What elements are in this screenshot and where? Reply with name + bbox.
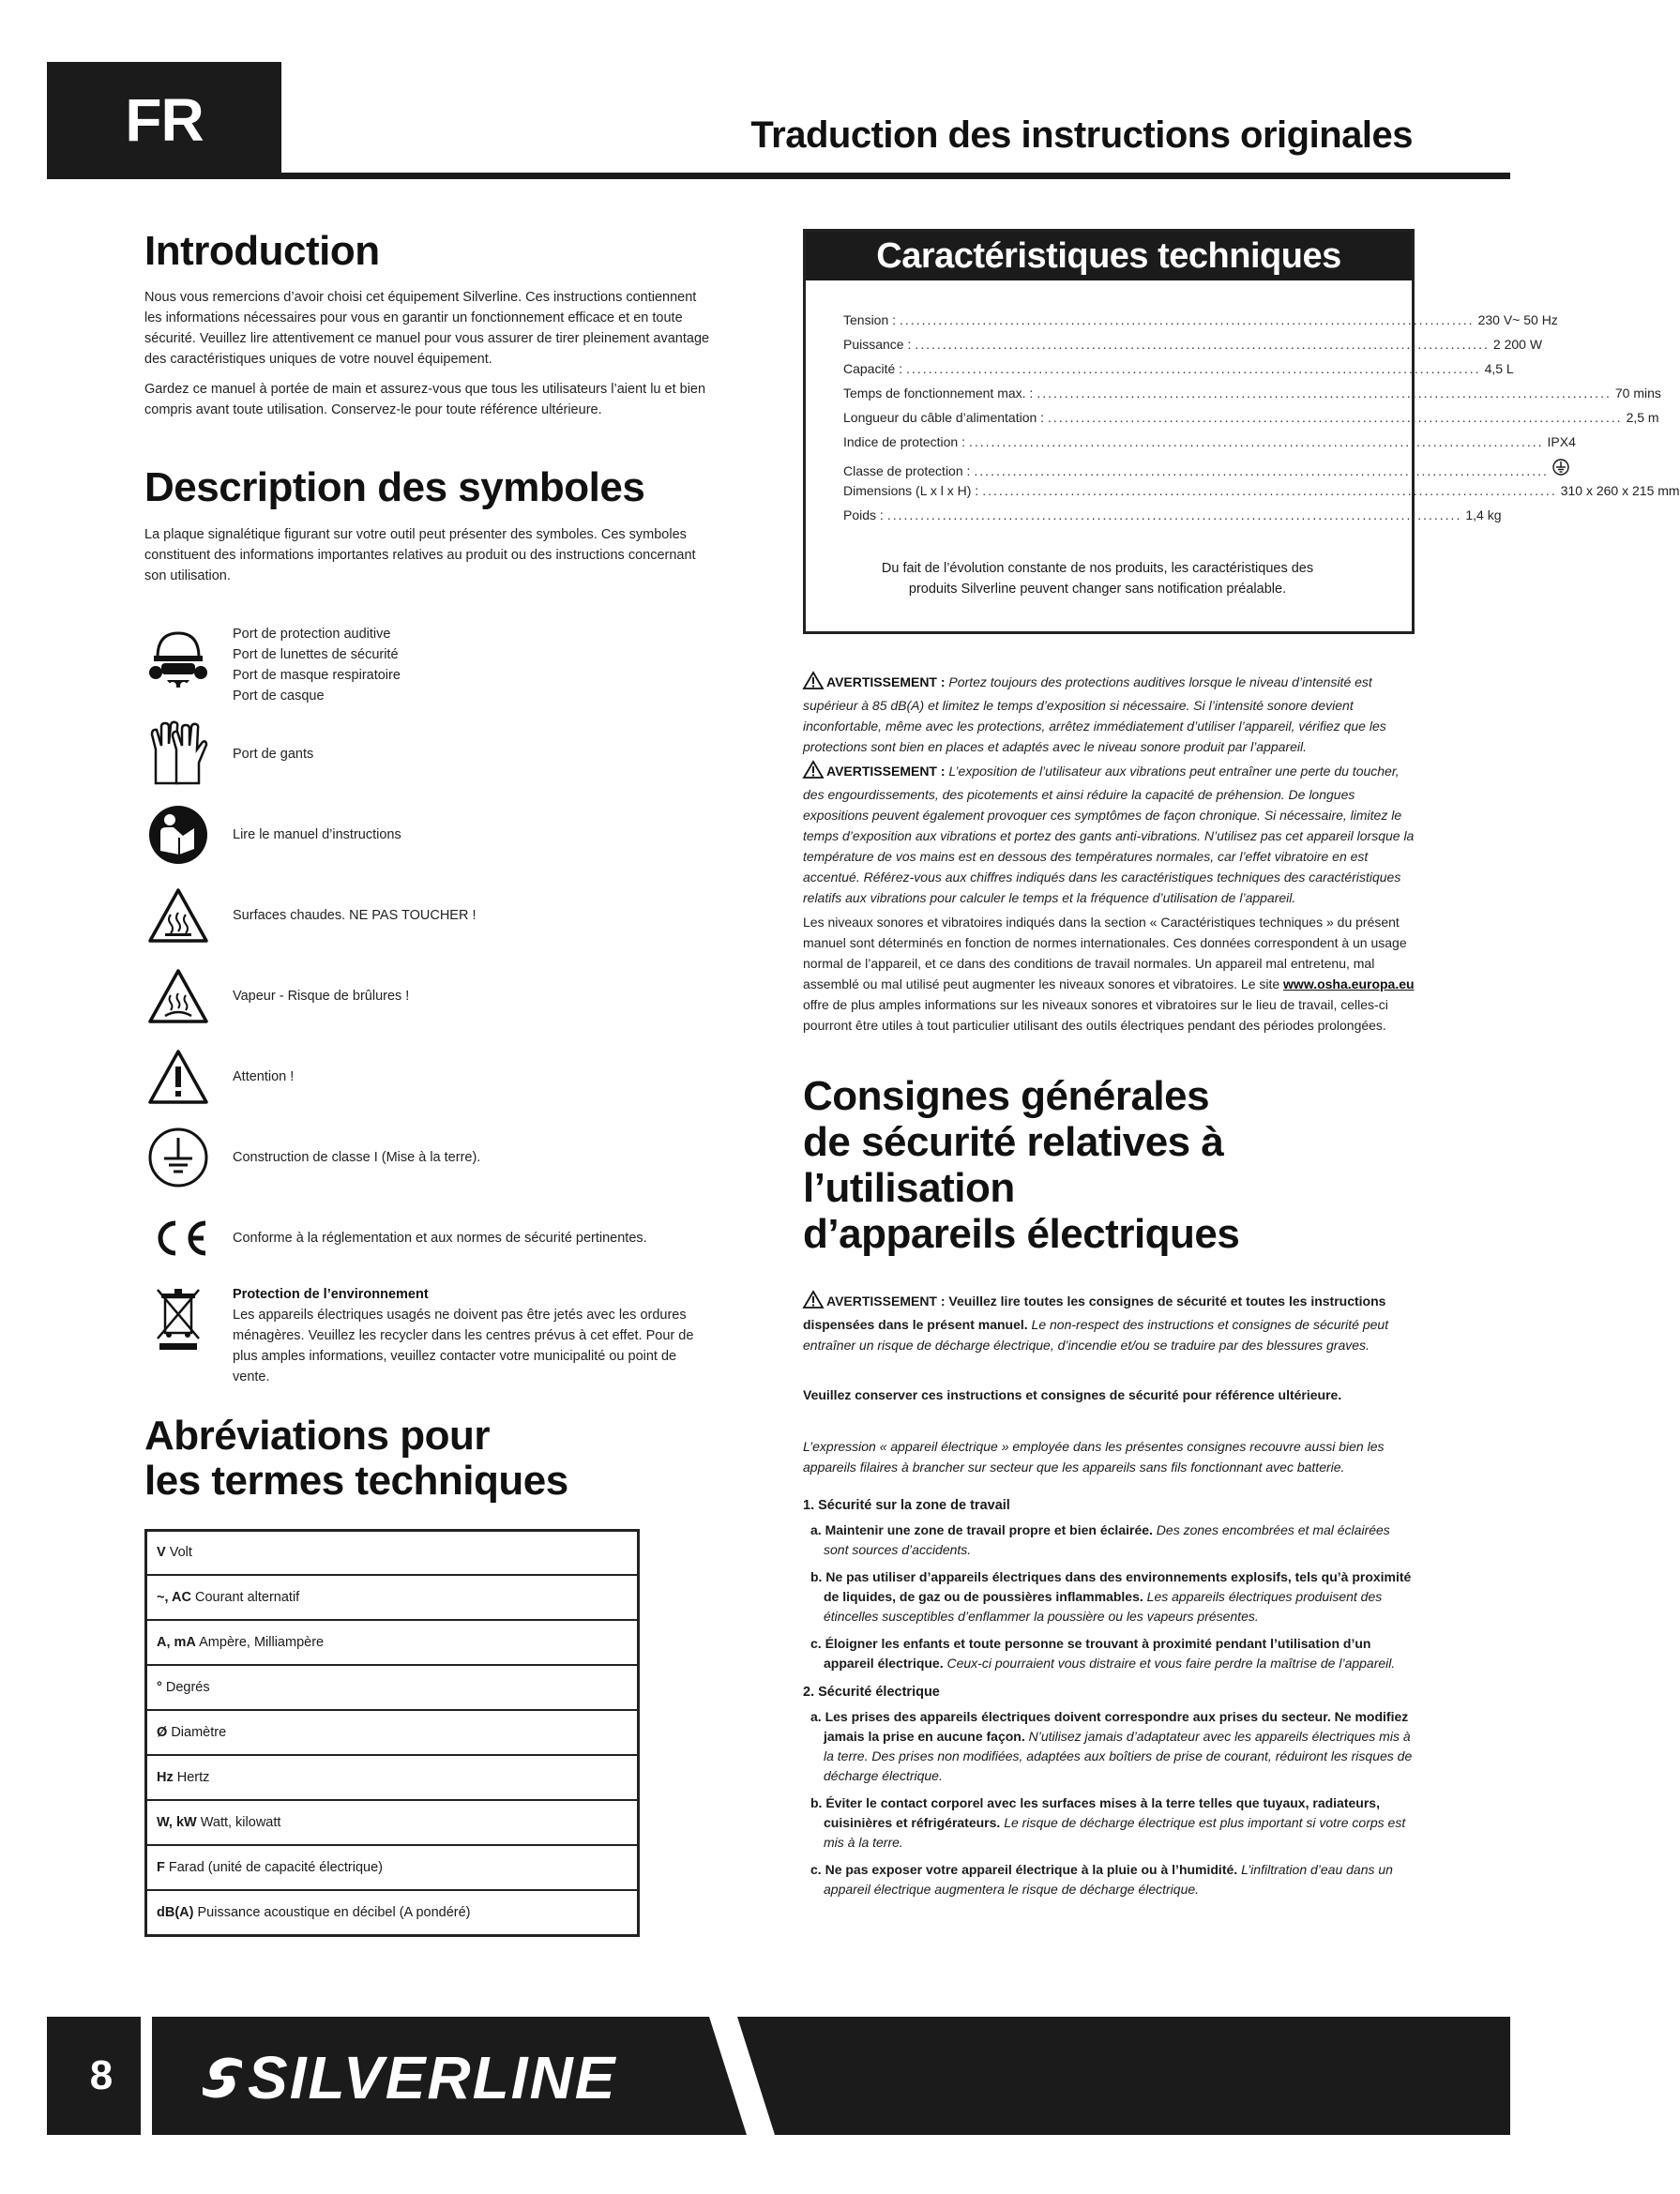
item-italic: Le risque de décharge électrique est plus important si votre corps est mis à la terre.: [824, 1815, 1406, 1850]
abbreviations-title: [144, 1414, 717, 1505]
spec-label: Dimensions (L x l x H) :: [843, 483, 979, 498]
symbol-row: [144, 875, 717, 956]
safety-title-line-1: Consignes générales: [803, 1073, 1210, 1119]
symbol-row: [144, 1036, 717, 1117]
symbols-title: Description des symboles: [144, 464, 645, 511]
warnings-block: [803, 672, 1415, 1036]
abbr-desc: Hertz: [176, 1770, 210, 1786]
spec-row: Capacité : ........................................................................................................ 4,5 L: [843, 361, 1514, 376]
abbr-desc: Farad (unité de capacité électrique): [168, 1860, 383, 1876]
right-column: [803, 229, 1680, 1899]
spec-value: 230 V~ 50 Hz: [1477, 312, 1558, 327]
list-item: [803, 1567, 1415, 1627]
list-item: [803, 1707, 1415, 1786]
item-letter: a.: [810, 1522, 822, 1537]
spec-row: Classe de protection : ........................................................................................................: [843, 459, 1352, 483]
abbr-desc: Degrés: [165, 1680, 210, 1696]
spec-label: Indice de protection :: [843, 434, 965, 449]
symbol-line: Vapeur - Risque de brûlures !: [233, 988, 410, 1004]
symbol-text: [233, 744, 313, 764]
symbol-line: Port de lunettes de sécurité: [233, 646, 399, 662]
spec-value: 310 x 260 x 215 mm: [1560, 483, 1680, 498]
table-row: [146, 1620, 639, 1665]
symbol-text: [233, 1284, 717, 1387]
attention-icon: [144, 1043, 212, 1111]
item-bold: Éviter le contact corporel avec les surfaces mises à la terre telles que tuyaux, radiateurs, cuisinières et réfrigérateurs.: [824, 1795, 1380, 1830]
section-heading: 1. Sécurité sur la zone de travail: [803, 1498, 1010, 1513]
brand-logo: [197, 2035, 616, 2120]
spec-row: Dimensions (L x l x H) : ........................................................................................................ 310 x 260 x 215 mm: [843, 483, 1680, 498]
spec-label: Temps de fonctionnement max. :: [843, 386, 1034, 401]
symbol-line: Surfaces chaudes. NE PAS TOUCHER !: [233, 907, 477, 923]
list-item: [803, 1793, 1415, 1853]
item-bold: Les prises des appareils électriques doivent correspondre aux prises du secteur. Ne modifiez jamais la prise en aucune façon.: [824, 1709, 1409, 1744]
symbol-row: [144, 794, 717, 875]
item-bold: Éloigner les enfants et toute personne se trouvant à proximité pendant l’utilisation d’un appareil électrique.: [824, 1636, 1371, 1671]
spec-label: Classe de protection :: [843, 463, 971, 478]
left-column: [144, 229, 717, 1937]
language-code: FR: [125, 86, 204, 154]
spec-value: IPX4: [1547, 434, 1576, 449]
safety-title: [803, 1073, 1415, 1257]
table-row: [146, 1530, 639, 1575]
spec-label: Puissance :: [843, 337, 912, 352]
list-item: [803, 1521, 1415, 1560]
item-bold: Maintenir une zone de travail propre et bien éclairée.: [825, 1522, 1153, 1537]
safety-warning-bold: AVERTISSEMENT : Veuillez lire toutes les consignes de sécurité et toutes les instructions dispensées dans le présent manuel.: [803, 1294, 1386, 1332]
abbr-key: V: [157, 1545, 166, 1561]
item-letter: a.: [810, 1709, 822, 1724]
abbr-desc: Puissance acoustique en décibel (A pondéré): [197, 1904, 471, 1920]
spec-row: Temps de fonctionnement max. : ........................................................................................................ 70 mins: [843, 386, 1661, 401]
item-letter: b.: [810, 1795, 823, 1810]
safety-section-1: [803, 1498, 1415, 1673]
symbol-line: Port de masque respiratoire: [233, 667, 401, 683]
spec-value: 70 mins: [1614, 386, 1661, 401]
expression-note: L’expression « appareil électrique » employée dans les présentes consignes recouvre aussi bien les appareils filaires à brancher sur secteur que les appareils sans fils fonctionnant avec batterie.: [803, 1439, 1385, 1475]
warning-label: AVERTISSEMENT :: [826, 674, 946, 689]
item-bold: Ne pas utiliser d’appareils électriques dans des environnements explosifs, tels qu’à proximité de liquides, de gaz ou de poussières inflammables.: [824, 1569, 1412, 1604]
keep-instructions-note: Veuillez conserver ces instructions et consignes de sécurité pour référence ultérieure.: [803, 1387, 1342, 1402]
specifications-note: Du fait de l’évolution constante de nos produits, les caractéristiques des produits Silverline peuvent changer sans notification préalable.: [881, 561, 1314, 597]
environment-title: Protection de l’environnement: [233, 1286, 429, 1302]
safety-warning: [803, 1291, 1415, 1355]
spec-label: Tension :: [843, 312, 897, 327]
symbol-line: Conforme à la réglementation et aux normes de sécurité pertinentes.: [233, 1230, 647, 1246]
read-manual-icon: [144, 801, 212, 869]
abbr-key: Ø: [157, 1725, 168, 1741]
symbol-text: [233, 1067, 294, 1087]
spec-value: 1,4 kg: [1465, 507, 1502, 522]
abbr-desc: Diamètre: [171, 1725, 227, 1741]
spec-value: 4,5 L: [1484, 361, 1514, 376]
symbol-text: [233, 1228, 647, 1248]
abbr-key: Hz: [157, 1770, 174, 1786]
symbol-line: Port de protection auditive: [233, 626, 391, 642]
item-italic: Des zones encombrées et mal éclairées sont sources d’accidents.: [824, 1522, 1390, 1557]
safety-warning-italic: Le non-respect des instructions et consignes de sécurité peut entraîner un risque de décharge électrique, d’incendie et/ou se traduire par des blessures graves.: [803, 1317, 1389, 1353]
symbol-text: [233, 624, 401, 706]
warning-triangle-icon: [803, 761, 824, 784]
abbr-desc: Volt: [169, 1545, 192, 1561]
spec-row: Indice de protection : ........................................................................................................ IPX4: [843, 434, 1576, 449]
spec-label: Longueur du câble d’alimentation :: [843, 410, 1045, 425]
language-tab: [47, 62, 281, 178]
item-italic: N’utilisez jamais d’adaptateur avec les appareils électriques mis à la terre. Des prises non modifiées, adaptées aux boîtiers de prise de courant, réduiront les risques de décharge électrique.: [824, 1729, 1413, 1783]
steam-icon: [144, 962, 212, 1030]
symbol-line: Lire le manuel d’instructions: [233, 826, 401, 842]
symbols-intro: La plaque signalétique figurant sur votre outil peut présenter des symboles. Ces symboles constituent des informations importantes relatives au produit ou des instructions concernant son utilisation.: [144, 526, 696, 583]
footer-slant-stripe: [709, 2017, 822, 2135]
symbol-row: [144, 1198, 717, 1279]
warning-noise: [803, 672, 1415, 757]
abbr-key: F: [157, 1860, 165, 1876]
weee-bin-icon: [144, 1284, 212, 1352]
item-italic: Les appareils électriques produisent des étincelles susceptibles d’enflammer la poussière ou les vapeurs présentes.: [824, 1589, 1383, 1624]
brand-name: SILVERLINE: [248, 2044, 617, 2111]
hot-surface-icon: [144, 882, 212, 949]
symbol-row: [144, 956, 717, 1036]
item-italic: Ceux-ci pourraient vous distraire et vous faire perdre la maîtrise de l’appareil.: [946, 1656, 1396, 1671]
item-bold: Ne pas exposer votre appareil électrique à la pluie ou à l’humidité.: [825, 1862, 1238, 1877]
list-item: [803, 1860, 1415, 1899]
spec-label: Poids :: [843, 507, 884, 522]
spec-row: Puissance : ........................................................................................................ 2 200 W: [843, 337, 1543, 352]
earth-symbol-icon: [1552, 459, 1569, 478]
table-row: [146, 1575, 639, 1620]
safety-section-2: [803, 1685, 1415, 1899]
spec-label: Capacité :: [843, 361, 903, 376]
specifications-box: [803, 229, 1680, 634]
table-row: [146, 1710, 639, 1755]
ppe-head-icon: [144, 631, 212, 699]
item-letter: c.: [810, 1636, 822, 1651]
introduction-paragraph-2: Gardez ce manuel à portée de main et assurez-vous que tous les utilisateurs l’aient lu et bien compris avant toute utilisation. Conservez-le pour toute référence ultérieure.: [144, 382, 706, 418]
safety-title-line-3: d’appareils électriques: [803, 1211, 1240, 1257]
safety-title-line-2: de sécurité relatives à l’utilisation: [803, 1119, 1224, 1211]
specifications-title: Caractéristiques techniques: [806, 232, 1412, 280]
symbol-row: [144, 1279, 717, 1382]
item-italic: L’infiltration d’eau dans un appareil électrique augmentera le risque de décharge électrique.: [824, 1862, 1393, 1897]
symbol-line: Port de casque: [233, 688, 325, 704]
spec-value: 2 200 W: [1492, 337, 1543, 352]
abbr-key: A, mA: [157, 1635, 196, 1651]
gloves-icon: [144, 720, 212, 788]
ce-mark-icon: [144, 1204, 212, 1272]
symbol-text: [233, 1147, 480, 1168]
symbol-row: [144, 616, 717, 714]
noise-vibration-info: [803, 912, 1415, 1036]
abbr-key: W, kW: [157, 1815, 197, 1831]
symbol-text: [233, 825, 401, 845]
page-number: 8: [89, 2052, 114, 2098]
table-row: [146, 1845, 639, 1890]
warning-text: Portez toujours des protections auditives lorsque le niveau d’intensité est supérieur à 85 dB(A) et limitez le temps d’exposition si nécessaire. Si l’intensité sonore devient inconfortable, même avec les protections, arrêtez immédiatement d’utiliser l’appareil, vérifiez que les protections sont bien en places et adaptés avec le niveau sonore produit par l’appareil.: [803, 674, 1386, 754]
symbols-list: [144, 616, 717, 1382]
abbreviations-title-line-1: Abréviations pour: [144, 1412, 490, 1459]
info-text: Les niveaux sonores et vibratoires indiqués dans la section « Caractéristiques techniques » du présent manuel sont déterminés en fonction de normes internationales. Ces données correspondent à un usage normal de l’appareil, et ce dans des conditions de travail normales. Un appareil mal entretenu, mal assemblé ou mal utilisé peut augmenter les niveaux sonores et vibratoires. Le site: [803, 915, 1407, 991]
earth-class1-icon: [144, 1124, 212, 1191]
spec-row: Tension : ........................................................................................................ 230 V~ 50 Hz: [843, 312, 1558, 327]
symbol-line: Construction de classe I (Mise à la terre).: [233, 1149, 481, 1165]
symbol-text: [233, 986, 409, 1006]
symbol-row: [144, 1117, 717, 1198]
symbol-line: Attention !: [233, 1068, 295, 1084]
table-row: [146, 1890, 639, 1935]
osha-link[interactable]: www.osha.europa.eu: [1283, 976, 1415, 991]
abbreviations-title-line-2: les termes techniques: [144, 1458, 568, 1505]
warning-label: AVERTISSEMENT :: [826, 764, 946, 779]
abbr-desc: Ampère, Milliampère: [199, 1635, 325, 1651]
abbr-key: dB(A): [157, 1904, 194, 1920]
symbol-row: [144, 714, 717, 794]
abbr-desc: Watt, kilowatt: [200, 1815, 281, 1831]
warning-vibration: [803, 761, 1415, 908]
warning-triangle-icon: [803, 672, 824, 695]
symbol-line: Port de gants: [233, 746, 314, 762]
section-heading: 2. Sécurité électrique: [803, 1685, 940, 1700]
abbreviations-table: [144, 1529, 640, 1937]
header-rule: [47, 173, 1510, 179]
spec-value: 2,5 m: [1626, 410, 1659, 425]
warning-text: L’exposition de l’utilisateur aux vibrations peut entraîner une perte du toucher, des engourdissements, des picotements et ainsi réduire la capacité de préhension. De longues expositions peuvent également provoquer ces symptômes de façon chronique. Si nécessaire, limitez le temps d’exposition aux vibrations et portez des gants anti-vibrations. N’utilisez pas cet appareil lorsque la température de vos mains est en dessous des températures normales, car l’effet vibratoire en est accentué. Référez-vous aux chiffres indiqués dans les caractéristiques techniques des caractéristiques relatifs aux vibrations pour calculer le temps et la fréquence d’utilisation de l’appareil.: [803, 764, 1415, 905]
symbol-text: [233, 905, 477, 926]
wrench-icon: [197, 2050, 248, 2106]
introduction-paragraph-1: Nous vous remercions d’avoir choisi cet équipement Silverline. Ces instructions contiennent les informations nécessaires pour vous en garantir un fonctionnement efficace et en toute sécurité. Veuillez lire attentivement ce manuel pour vous assurer de tirer pleinement avantage des caractéristiques uniques de votre nouvel équipement.: [144, 290, 710, 368]
info-text: offre de plus amples informations sur les niveaux sonores et vibratoires sur le lieu de travail, celles-ci pourront être utiles à tout particulier utilisant des outils électriques pendant des périodes prolongées.: [803, 997, 1388, 1033]
abbr-key: °: [157, 1680, 162, 1696]
abbr-key: ~, AC: [157, 1590, 191, 1606]
specifications-list: [806, 280, 1680, 631]
spec-row: Longueur du câble d’alimentation : ........................................................................................................ 2,5 m: [843, 410, 1659, 425]
table-row: [146, 1755, 639, 1800]
footer-separator: [141, 2017, 152, 2135]
abbr-desc: Courant alternatif: [194, 1590, 300, 1606]
item-letter: b.: [810, 1569, 823, 1584]
warning-triangle-icon: [803, 1291, 824, 1314]
introduction-title: Introduction: [144, 228, 380, 274]
table-row: [146, 1665, 639, 1710]
document-title: Traduction des instructions originales: [750, 114, 1413, 156]
spec-row: Poids : ........................................................................................................ 1,4 kg: [843, 507, 1502, 522]
symbol-line: Les appareils électriques usagés ne doivent pas être jetés avec les ordures ménagères. Veuillez les recycler dans les centres prévus à cet effet. Pour de plus amples informations, veuillez contacter votre municipalité ou point de vente.: [233, 1307, 694, 1384]
list-item: [803, 1634, 1415, 1673]
table-row: [146, 1800, 639, 1845]
item-letter: c.: [810, 1862, 822, 1877]
